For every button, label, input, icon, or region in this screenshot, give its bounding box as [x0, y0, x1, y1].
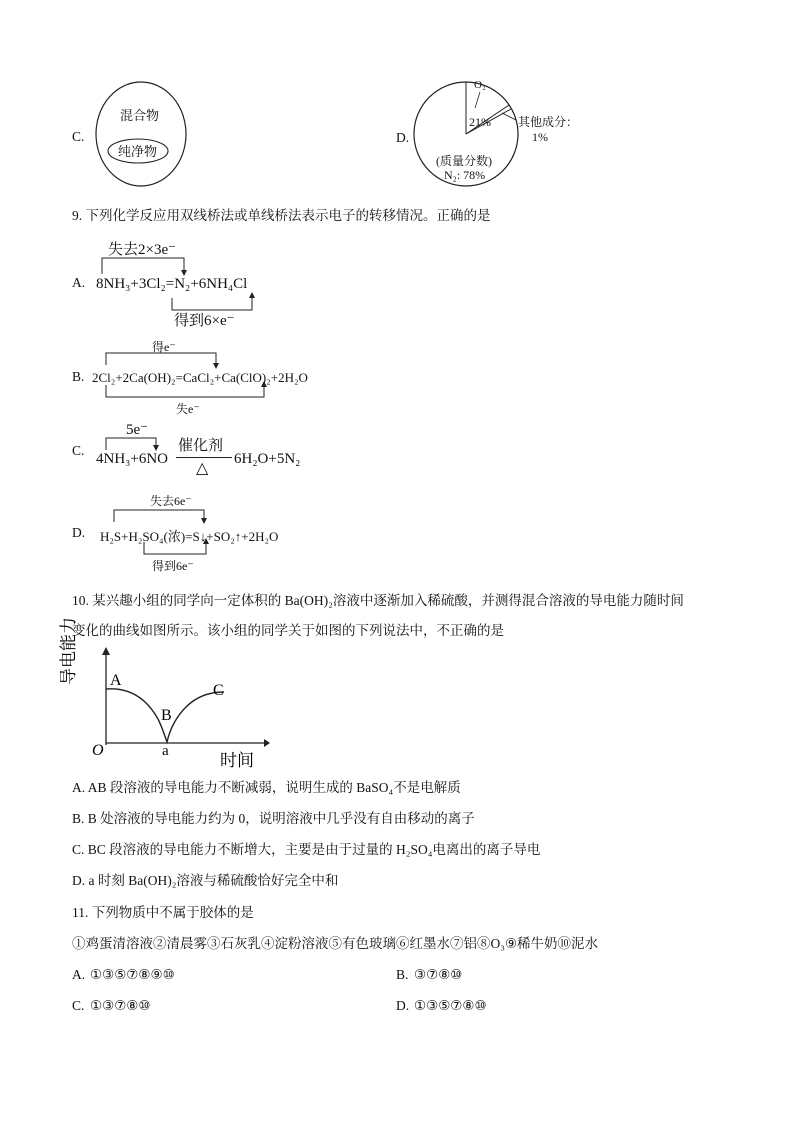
q9-d-top-text: 失去6e⁻	[150, 494, 192, 508]
q10-option-b: B. B 处溶液的导电能力约为 0，说明溶液中几乎没有自由移动的离子	[72, 811, 475, 826]
q11-option-d-label: D.	[396, 998, 410, 1013]
q9-c-top-text: 5e⁻	[126, 422, 149, 438]
q11-option-c-label: C.	[72, 998, 85, 1013]
q10-stem-line2: 变化的曲线如图所示。该小组的同学关于如图的下列说法中，不正确的是	[72, 623, 504, 638]
graph-xlabel: 时间	[220, 751, 254, 770]
q9-b-bottom-text: 失e⁻	[176, 402, 200, 416]
q8-c-pure-label: 纯净物	[118, 144, 158, 159]
graph-time-a: a	[162, 743, 169, 759]
q9-a-label: A.	[72, 275, 86, 290]
q8-d-n2-label: N₂: 78%	[444, 168, 486, 182]
q9-a-equation: 8NH₃+3Cl₂=N₂+6NH₄Cl	[96, 276, 248, 292]
q9-d-bottom-text: 得到6e⁻	[152, 559, 194, 573]
q8-c-mixture-label: 混合物	[120, 108, 160, 123]
q9-c-cond-top: 催化剂	[178, 438, 224, 454]
q9-d-label: D.	[72, 525, 86, 540]
q8-d-other-label: 其他成分：	[518, 115, 579, 129]
q9-stem: 9. 下列化学反应用双线桥法或单线桥法表示电子的转移情况。正确的是	[72, 208, 491, 223]
q8-d-21-label: 21%	[469, 115, 491, 129]
q9-b-equation: 2Cl₂+2Ca(OH)₂=CaCl₂+Ca(ClO)₂+2H₂O	[92, 370, 308, 385]
q11-option-b-label: B.	[396, 967, 409, 982]
q10-conductivity-graph	[59, 617, 270, 770]
q9-b-top-text: 得e⁻	[152, 340, 176, 354]
q8-d-1-label: 1%	[532, 130, 548, 144]
q10-option-d: D. a 时刻 Ba(OH)₂溶液与稀硫酸恰好完全中和	[72, 873, 339, 888]
graph-y-arrow	[102, 647, 110, 655]
q8-c-venn-diagram	[92, 78, 192, 190]
q8-d-o2-label: O₂	[474, 79, 486, 91]
q8-option-d-label: D.	[396, 130, 410, 145]
q11-option-c: ①③⑦⑧⑩	[90, 998, 151, 1013]
graph-point-b: B	[161, 707, 172, 724]
q11-stem: 11. 下列物质中不属于胶体的是	[72, 905, 254, 920]
q10-option-a: A. AB 段溶液的导电能力不断减弱，说明生成的 BaSO₄不是电解质	[72, 780, 461, 795]
q9-b-label: B.	[72, 369, 85, 384]
graph-origin: O	[92, 742, 104, 759]
q10-stem-line1: 10. 某兴趣小组的同学向一定体积的 Ba(OH)₂溶液中逐渐加入稀硫酸，并测得混合溶液的导电能力随时间	[72, 593, 684, 608]
q11-option-d: ①③⑤⑦⑧⑩	[414, 998, 487, 1013]
mixture-circle	[96, 82, 186, 186]
q9-d-equation: H₂S+H₂SO₄(浓)=S↓+SO₂↑+2H₂O	[100, 529, 279, 544]
q11-option-a: ①③⑤⑦⑧⑨⑩	[90, 967, 175, 982]
q9-c-bridge-line	[100, 432, 170, 452]
graph-point-c: C	[213, 682, 224, 699]
q9-a-top-text: 失去2×3e⁻	[108, 242, 177, 258]
q11-items: ①鸡蛋清溶液②清晨雾③石灰乳④淀粉溶液⑤有色玻璃⑥红墨水⑦铝⑧O₃⑨稀牛奶⑩泥水	[72, 936, 599, 951]
q8-option-c-label: C.	[72, 129, 85, 144]
q9-c-cond-bottom: △	[196, 460, 209, 477]
q11-option-b: ③⑦⑧⑩	[414, 967, 463, 982]
q8-d-mass-label: (质量分数)	[436, 154, 492, 168]
q10-option-c: C. BC 段溶液的导电能力不断增大，主要是由于过量的 H₂SO₄电离出的离子导电	[72, 842, 541, 857]
graph-x-arrow	[264, 739, 270, 747]
q9-c-label: C.	[72, 443, 85, 458]
q9-c-rhs: 6H₂O+5N₂	[234, 451, 301, 467]
q9-a-bottom-text: 得到6×e⁻	[174, 313, 235, 329]
o2-leader-line	[475, 92, 480, 108]
graph-ylabel: 导电能力	[59, 617, 78, 685]
graph-point-a: A	[110, 672, 122, 689]
q8-d-pie-chart	[412, 78, 592, 190]
q9-c-lhs: 4NH₃+6NO	[96, 451, 169, 467]
q11-option-a-label: A.	[72, 967, 86, 982]
